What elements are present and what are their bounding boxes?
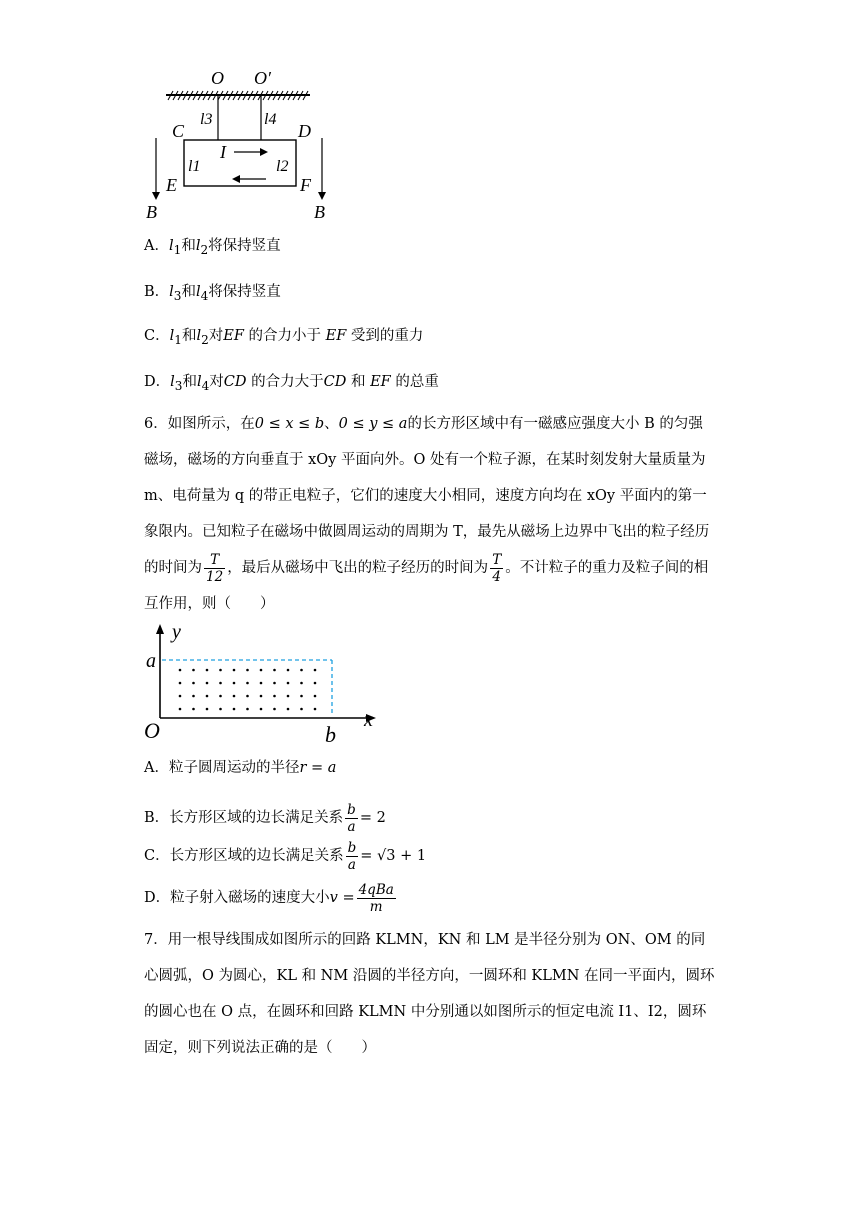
field-dot xyxy=(260,695,263,698)
field-dot xyxy=(233,669,236,672)
field-dot xyxy=(219,708,222,711)
label-a: a xyxy=(146,650,156,672)
label-C: C xyxy=(172,121,185,141)
q6-option-c: C．长方形区域的边长满足关系 $\frac{b}{a}$ = √3 + 1 xyxy=(144,839,427,873)
field-dot xyxy=(179,708,182,711)
field-dot xyxy=(219,682,222,685)
field-dot xyxy=(233,682,236,685)
field-dot xyxy=(246,682,249,685)
field-dot xyxy=(314,708,317,711)
label-O: O xyxy=(144,718,160,743)
q6-stem: 6．如图所示，在0 ≤ x ≤ b、0 ≤ y ≤ a的长方形区域中有一磁感应强度大小 B 的匀强磁场，磁场的方向垂直于 xOy 平面向外。O 处有一个粒子源，在某时刻发射大量质量为 m、电荷量为 q 的带正电粒子，它们的速度大小相同，速度方向均在 xOy 平面内的第一象限内。已知粒子在磁场中做圆周运动的周期为 T，最先从磁场上边界中飞出的粒子经历的时间为 $\frac{T}{12}$ ，最后从磁场中飞出的粒子经历的时间为 $\frac{T}{4}$ 。不计粒子的重力及粒子间的相互作用，则（ ） xyxy=(144,416,710,612)
fraction-t-over-4: $\frac{T}{4}$ xyxy=(492,551,502,585)
field-dot xyxy=(246,708,249,711)
field-dot xyxy=(260,682,263,685)
field-dot xyxy=(192,682,195,685)
fraction-t-over-12: $\frac{T}{12}$ xyxy=(206,551,224,585)
label-l1: l1 xyxy=(188,158,201,175)
q6-option-b: B．长方形区域的边长满足关系 $\frac{b}{a}$ = 2 xyxy=(144,801,386,835)
field-dot xyxy=(179,669,182,672)
axis-label-y: y xyxy=(172,621,181,643)
label-O: O xyxy=(211,68,224,88)
label-D: D xyxy=(298,121,311,141)
field-dot xyxy=(219,669,222,672)
field-dot xyxy=(300,695,303,698)
q6-option-d: D．粒子射入磁场的速度大小v = $\frac{\text{4qBa}}{m}$ xyxy=(144,881,394,915)
field-dot xyxy=(314,669,317,672)
field-dot xyxy=(273,695,276,698)
field-dot xyxy=(192,669,195,672)
field-dot xyxy=(314,695,317,698)
field-dot xyxy=(206,708,209,711)
q5-option-b: B．$l_3$和$l_4$将保持竖直 xyxy=(144,284,281,303)
field-dot xyxy=(300,708,303,711)
field-dot xyxy=(206,695,209,698)
field-dot xyxy=(206,682,209,685)
field-dot xyxy=(314,682,317,685)
field-dot xyxy=(300,669,303,672)
q5-option-d: D．$l_3$和$l_4$对CD 的合力大于CD 和 EF 的总重 xyxy=(144,374,439,393)
field-dot xyxy=(192,708,195,711)
label-l2: l2 xyxy=(276,158,289,175)
field-dot xyxy=(273,669,276,672)
field-dot xyxy=(287,695,290,698)
field-dot xyxy=(192,695,195,698)
field-dot xyxy=(233,708,236,711)
label-l4: l4 xyxy=(264,111,277,128)
label-I: I xyxy=(220,142,226,162)
q5-option-a: A．$l_1$和$l_2$将保持竖直 xyxy=(144,238,281,257)
label-O-prime: O′ xyxy=(254,68,271,88)
field-dot xyxy=(260,708,263,711)
field-dot xyxy=(206,669,209,672)
field-dot xyxy=(219,695,222,698)
q6-option-a: A．粒子圆周运动的半径r = a xyxy=(144,760,337,776)
field-dot xyxy=(233,695,236,698)
field-dot xyxy=(287,669,290,672)
field-dot xyxy=(273,682,276,685)
figure-magnetic-region xyxy=(140,618,390,746)
field-dot xyxy=(179,682,182,685)
field-dot xyxy=(246,669,249,672)
field-dot xyxy=(287,682,290,685)
label-B-right: B xyxy=(314,202,325,222)
label-b: b xyxy=(325,722,336,746)
q5-option-c: C．$l_1$和$l_2$对EF 的合力小于 EF 受到的重力 xyxy=(144,328,424,347)
field-dot xyxy=(287,708,290,711)
label-B-left: B xyxy=(146,202,157,222)
field-dot xyxy=(300,682,303,685)
axis-label-x: x xyxy=(364,709,373,731)
label-F: F xyxy=(300,175,311,195)
figure-hanging-frame xyxy=(140,64,340,224)
field-dot xyxy=(273,708,276,711)
label-l3: l3 xyxy=(200,111,213,128)
field-dot xyxy=(246,695,249,698)
field-dot xyxy=(179,695,182,698)
q7-stem: 7．用一根导线围成如图所示的回路 KLMN，KN 和 LM 是半径分别为 ON、OM 的同心圆弧，O 为圆心，KL 和 NM 沿圆的半径方向，一圆环和 KLMN 在同一平面内，圆环的圆心也在 O 点，在圆环和回路 KLMN 中分别通以如图所示的恒定电流 I1、I2，圆环固定，则下列说法正确的是（ ） xyxy=(144,932,715,1056)
label-E: E xyxy=(166,175,177,195)
field-dot xyxy=(260,669,263,672)
